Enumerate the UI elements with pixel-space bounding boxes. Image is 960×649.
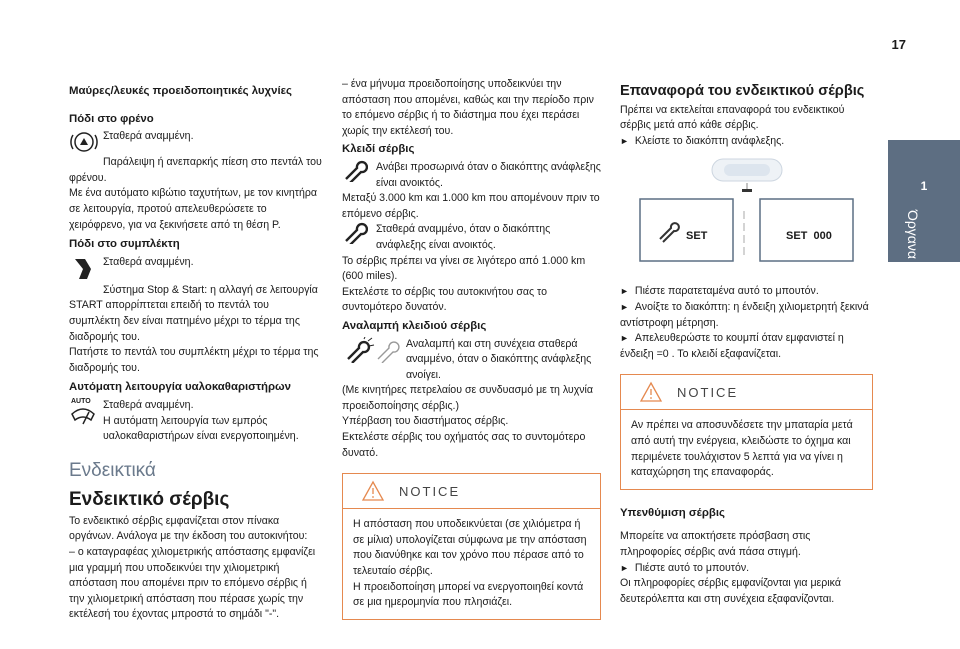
foot-clutch-line2: Σύστημα Stop & Start: η αλλαγή σε λειτουργία START απορρίπτεται επειδή το πεντάλ του συμπλέκτη δεν είναι πατημένο μέχρι το τέρμα της διαδρομής του. [69,283,318,343]
auto-wipers-indicator [69,398,322,445]
foot-brake-icon [69,129,103,155]
instrument-cluster-illustration [620,149,873,284]
auto-wipers-heading: Αυτόματη λειτουργία υαλοκαθαριστήρων [69,381,292,394]
flashing-wrench-body1: (Με κινητήρες πετρελαίου σε συνδυασμό με τη λυχνία προειδοποίησης σέρβις.) [342,384,594,412]
notice-p1: Η απόσταση που υποδεικνύεται (σε χιλιόμετρα ή σε μίλια) υπολογίζεται σύμφωνα με την απόσταση που διανύθηκε και τον χρόνο που πέρασε από το τελευταίο σέρβις. [353,518,587,578]
chapter-tab[interactable] [888,140,960,262]
reminder-body: Μπορείτε να αποκτήσετε πρόσβαση στις πληροφορίες σέρβις ανά πάσα στιγμή. [620,530,811,558]
service-indicator-item: – ο καταγραφέας χιλιομετρικής απόστασης εμφανίζει μια γραμμή που υποδεικνύει την χιλιομετρική απόσταση που απομένει πριν το επόμενο σέρβις ή την χιλιομετρική απόσταση που πέρασε χωρίς την εκτέλεσή του έχοντας μπροστά το σημάδι "-". [69,546,316,621]
wrench-line2: Σταθερά αναμμένο, όταν ο διακόπτης ανάφλεξης είναι ανοικτός. [376,223,551,251]
auto-wipers-line1: Σταθερά αναμμένη. [103,398,194,411]
warning-triangle-icon [639,381,663,403]
flashing-wrench-icon [342,337,406,384]
reminder-step: ► Πιέστε αυτό το μπουτόν. [620,561,873,577]
page-number: 17 [891,37,906,52]
flashing-wrench-body3: Εκτελέστε σέρβις του οχήματός σας το συντομότερο δυνατό. [342,431,586,459]
service-message-intro: – ένα μήνυμα προειδοποίησης υποδεικνύει την απόσταση που απομένει, καθώς και την περίοδο πριν το επόμενο σέρβις ή το διάστημα που έχει περάσει χωρίς την εκτέλεσή του. [342,78,594,137]
auto-wiper-icon-text: AUTO [71,397,91,405]
foot-brake-heading: Πόδι στο φρένο [69,112,154,125]
auto-wiper-icon [69,398,103,445]
foot-brake-line1: Σταθερά αναμμένη. [103,130,194,143]
wrench-indicator-2 [342,222,601,253]
notice-box-2 [620,374,873,489]
flashing-wrench-body2: Υπέρβαση του διαστήματος σέρβις. [342,415,509,428]
foot-clutch-heading: Πόδι στο συμπλέκτη [69,238,180,251]
foot-clutch-line1: Σταθερά αναμμένη. [103,255,194,268]
foot-clutch-icon [69,255,103,283]
auto-wipers-line2: Η αυτόματη λειτουργία των εμπρός υαλοκαθαριστήρων είναι ενεργοποιημένη. [103,414,299,443]
notice-box-1 [342,473,601,620]
instrument-panel-figure [620,149,873,284]
reminder-heading: Υπενθύμιση σέρβις [620,506,725,519]
section-title: Ενδεικτικά [69,459,156,481]
notice-title: NOTICE [677,385,739,401]
column-3 [620,84,873,607]
step-3: ► Απελευθερώστε το κουμπί όταν εμφανιστεί η ένδειξη =0 . Το κλειδί εξαφανίζεται. [620,331,873,362]
wrench-body1: Μεταξύ 3.000 km και 1.000 km που απομένουν πριν το επόμενο σέρβις. [342,192,600,220]
reminder-body2: Οι πληροφορίες σέρβις εμφανίζονται για μερικά δευτερόλεπτα και στη συνέχεια εξαφανίζονται. [620,577,841,605]
wrench-heading: Κλειδί σέρβις [342,143,415,156]
foot-clutch-body: Πατήστε το πεντάλ του συμπλέκτη μέχρι το τέρμα της διαδρομής του. [69,346,319,374]
reset-step: ► Κλείστε το διακόπτη ανάφλεξης. [620,134,873,150]
flashing-wrench-indicator [342,337,601,384]
flashing-wrench-line1: Αναλαμπή και στη συνέχεια σταθερά αναμμένο, όταν ο διακόπτης ανάφλεξης ανοίγει. [406,337,592,381]
reset-body: Πρέπει να εκτελείται επαναφορά του ενδεικτικού σέρβις μετά από κάθε σέρβις. [620,103,845,132]
foot-brake-line2: Παράλειψη ή ανεπαρκής πίεση στο πεντάλ του φρένου. [69,156,322,184]
warning-triangle-icon [361,480,385,502]
wrench-indicator-1 [342,160,601,191]
step-1: ► Πιέστε παρατεταμένα αυτό το μπουτόν. [620,284,873,300]
reset-heading: Επαναφορά του ενδεικτικού σέρβις [620,83,865,99]
wrench-body2: Το σέρβις πρέπει να γίνει σε λιγότερο από 1.000 km (600 miles). [342,254,586,283]
service-indicator-heading: Ενδεικτικό σέρβις [69,489,230,511]
foot-clutch-indicator [69,255,322,283]
fig-left-text: SET [686,230,708,243]
wrench-icon [342,222,376,253]
column-2 [342,77,601,630]
notice-p1: Αν πρέπει να αποσυνδέσετε την μπαταρία μετά από αυτή την ενέργεια, κλειδώστε το όχημα και περιμένετε τουλάχιστον 5 λεπτά για να γίνει η καταχώρηση της επαναφοράς. [631,419,853,479]
fig-right-text: SET 000 [786,230,832,243]
foot-brake-body: Με ένα αυτόματο κιβώτιο ταχυτήτων, με τον κινητήρα σε λειτουργία, προτού απελευθερώσετε το χειρόφρενο, για να ξεκινήσετε από τη θέση P. [69,187,317,231]
column-1 [69,84,322,623]
wrench-line1: Ανάβει προσωρινά όταν ο διακόπτης ανάφλεξης είναι ανοικτός. [376,160,601,189]
notice-title: NOTICE [399,484,461,500]
chapter-number: 1 [920,179,928,193]
chapter-label: Όργανα [905,210,921,259]
foot-brake-indicator [69,129,322,155]
service-indicator-body: Το ενδεικτικό σέρβις εμφανίζεται στον πίνακα οργάνων. Ανάλογα με την έκδοση του αυτοκινήτου: [69,514,308,543]
wrench-icon [342,160,376,191]
warning-lamps-title: Μαύρες/λευκές προειδοποιητικές λυχνίες [69,85,292,97]
flashing-wrench-heading: Αναλαμπή κλειδιού σέρβις [342,319,487,332]
wrench-body3: Εκτελέστε το σέρβις του αυτοκινήτου σας το συντομότερο δυνατόν. [342,285,547,314]
step-2: ► Ανοίξτε το διακόπτη: η ένδειξη χιλιομετρητή ξεκινά αντίστροφη μέτρηση. [620,300,873,331]
notice-p2: Η προειδοποίηση μπορεί να ενεργοποιηθεί κοντά σε μια ημερομηνία που πλησιάζει. [353,580,584,609]
